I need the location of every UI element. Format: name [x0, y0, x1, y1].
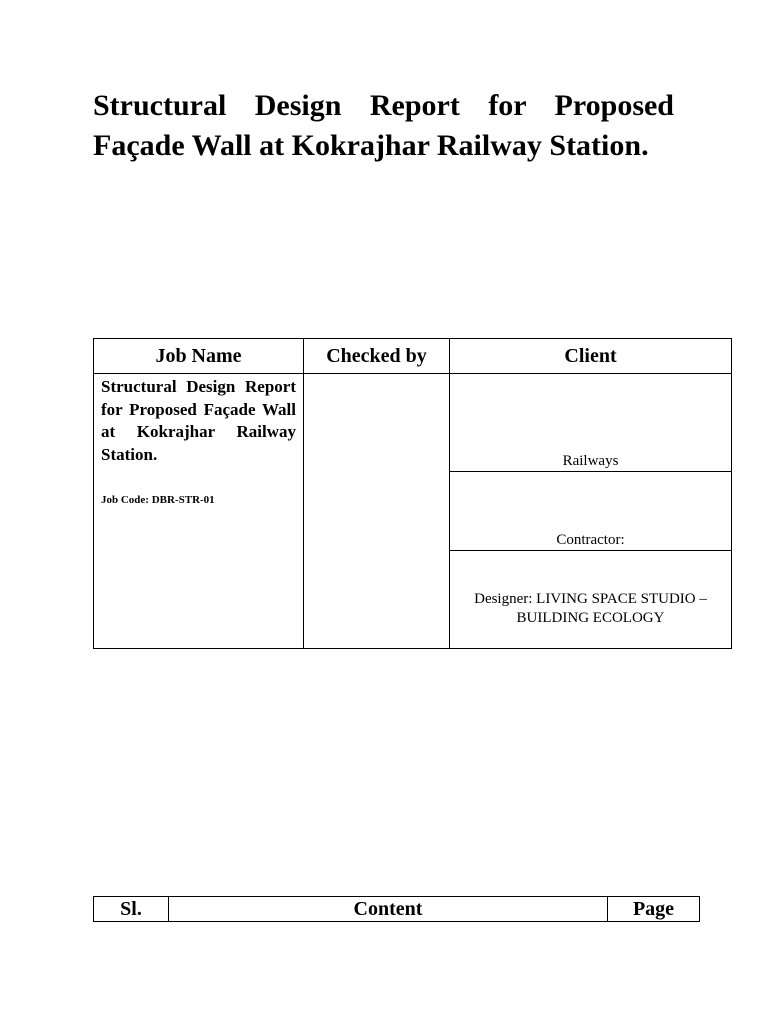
- job-name-value: Structural Design Report for Proposed Façade Wall at Kokrajhar Railway Station.: [101, 377, 296, 464]
- contents-table: [93, 896, 700, 922]
- client-name-text: Railways: [562, 453, 619, 469]
- content-header: Content: [169, 897, 608, 922]
- page-header: Page: [608, 897, 700, 922]
- client-name: [450, 374, 731, 472]
- serial-header: Sl.: [94, 897, 169, 922]
- checked-by-header: Checked by: [304, 339, 450, 374]
- contents-header-row: [94, 897, 700, 922]
- designer-text: Designer: LIVING SPACE STUDIO – BUILDING ECOLOGY: [474, 591, 707, 626]
- document-title: Structural Design Report for Proposed Façade Wall at Kokrajhar Railway Station.: [93, 89, 674, 162]
- job-code: Job Code: DBR-STR-01: [101, 494, 215, 506]
- job-name-header: Job Name: [94, 339, 304, 374]
- job-info-table: [93, 338, 732, 649]
- checked-by-cell: [304, 374, 450, 649]
- job-name-cell: [94, 374, 304, 649]
- client-cell: [450, 374, 732, 649]
- client-stack: [450, 374, 731, 648]
- contractor-text: Contractor:: [556, 532, 625, 548]
- job-info-header-row: [94, 339, 732, 374]
- client-header: Client: [450, 339, 732, 374]
- designer-field: [450, 551, 731, 648]
- job-info-body-row: [94, 374, 732, 649]
- contractor-field: [450, 472, 731, 551]
